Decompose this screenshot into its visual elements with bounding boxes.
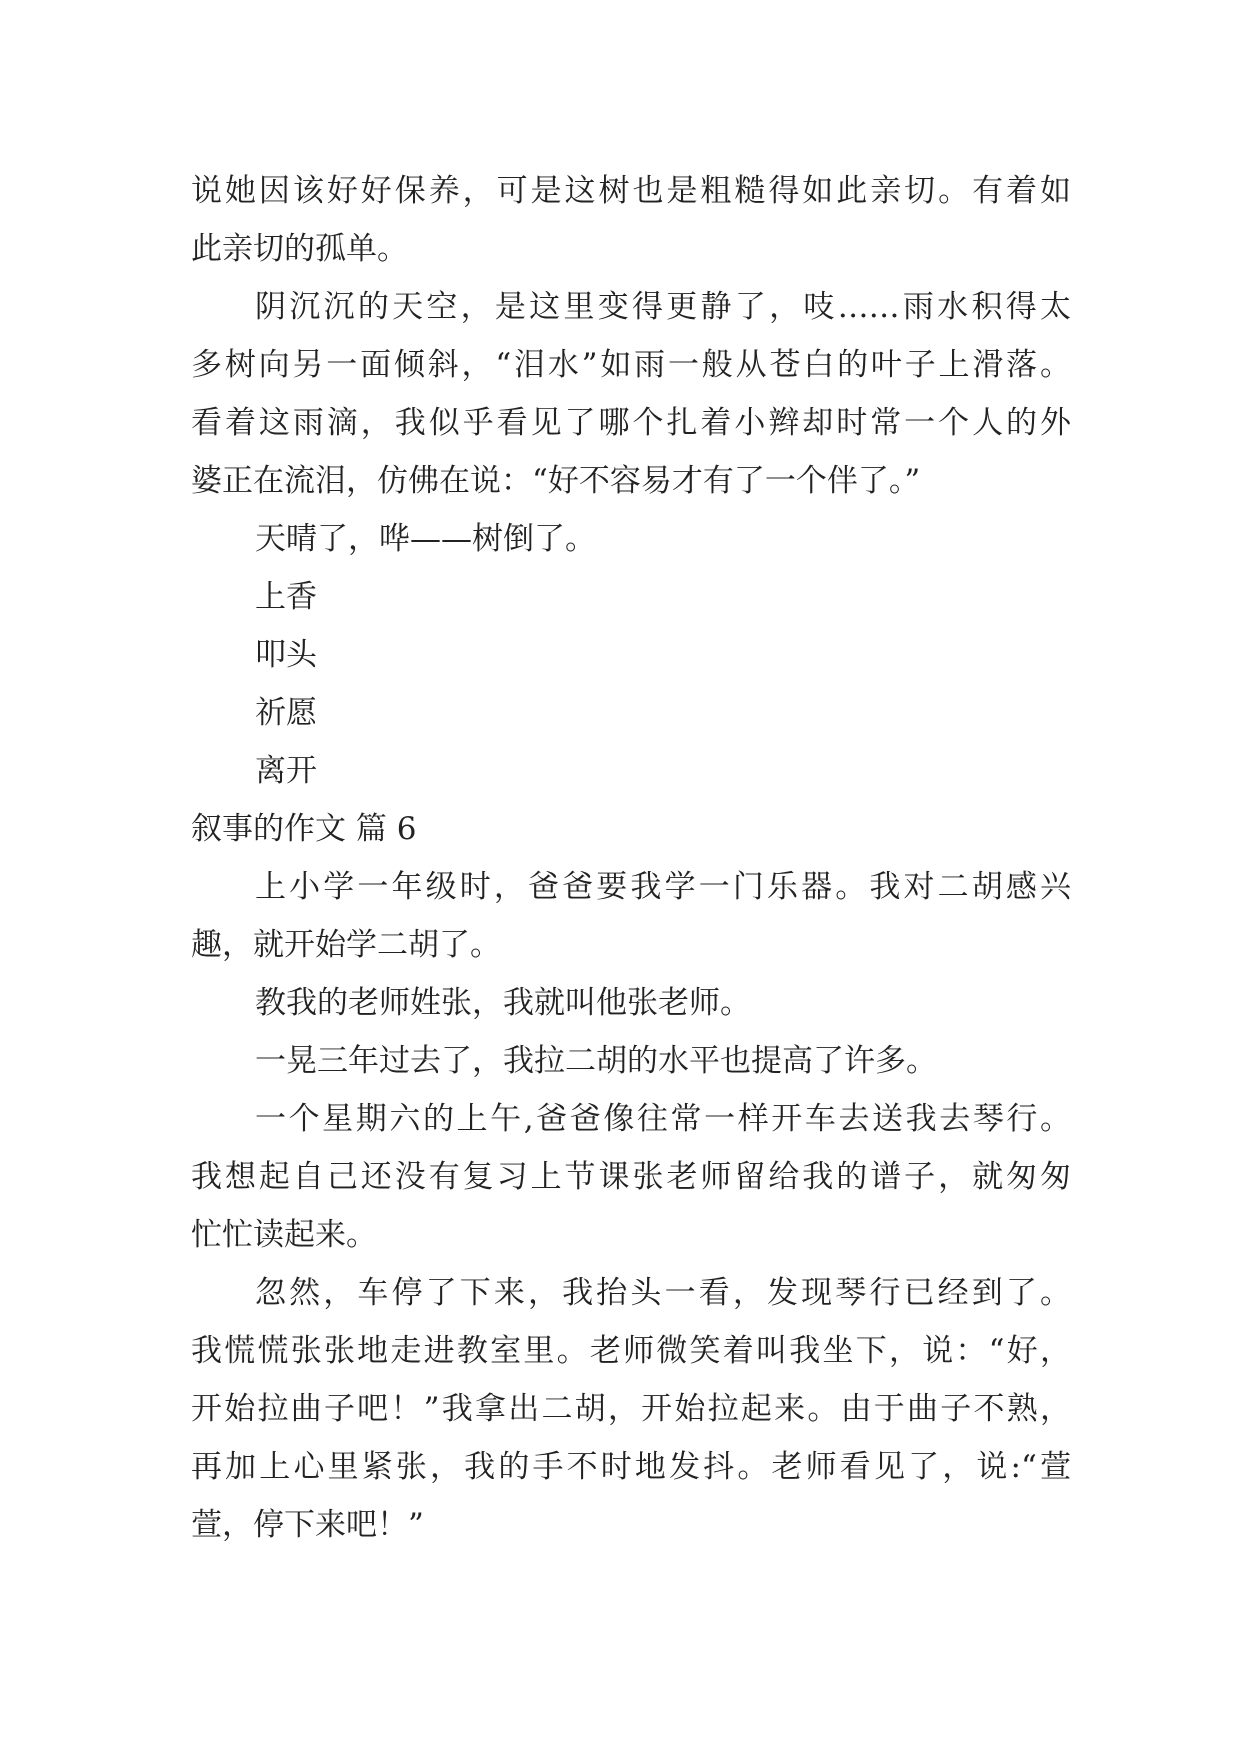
text-line: 天晴了，哗——树倒了。 (255, 521, 596, 557)
text-line: 忽然，车停了下来，我抬头一看，发现琴行已经到了。 (255, 1275, 1071, 1311)
text-line: 我想起自己还没有复习上节课张老师留给我的谱子，就匆匆 (191, 1159, 1071, 1195)
text-line: 一晃三年过去了，我拉二胡的水平也提高了许多。 (255, 1043, 937, 1079)
text-line: 此亲切的孤单。 (191, 231, 408, 267)
text-line: 多树向另一面倾斜，“泪水”如雨一般从苍白的叶子上滑落。 (191, 347, 1071, 383)
text-line: 阴沉沉的天空，是这里变得更静了，吱……雨水积得太 (255, 289, 1071, 325)
text-line: 萱，停下来吧！” (191, 1507, 424, 1543)
text-line: 祈愿 (255, 695, 317, 731)
text-line: 我慌慌张张地走进教室里。老师微笑着叫我坐下，说：“好， (191, 1333, 1071, 1369)
text-line: 上香 (255, 579, 317, 615)
text-line: 趣，就开始学二胡了。 (191, 927, 501, 963)
text-line: 再加上心里紧张，我的手不时地发抖。老师看见了，说:“萱 (191, 1449, 1071, 1485)
document-body (191, 162, 1071, 1554)
text-line: 上小学一年级时，爸爸要我学一门乐器。我对二胡感兴 (255, 869, 1071, 905)
text-line: 说她因该好好保养，可是这树也是粗糙得如此亲切。有着如 (191, 173, 1071, 209)
text-line: 一个星期六的上午,爸爸像往常一样开车去送我去琴行。 (255, 1101, 1071, 1137)
text-line: 离开 (255, 753, 317, 789)
text-line: 忙忙读起来。 (191, 1217, 377, 1253)
text-line: 叙事的作文 篇 6 (191, 811, 417, 847)
text-line: 看着这雨滴，我似乎看见了哪个扎着小辫却时常一个人的外 (191, 405, 1071, 441)
text-line: 叩头 (255, 637, 317, 673)
text-line: 教我的老师姓张，我就叫他张老师。 (255, 985, 751, 1021)
text-line: 婆正在流泪，仿佛在说：“好不容易才有了一个伴了。” (191, 463, 921, 499)
text-line: 开始拉曲子吧！”我拿出二胡，开始拉起来。由于曲子不熟， (191, 1391, 1071, 1427)
